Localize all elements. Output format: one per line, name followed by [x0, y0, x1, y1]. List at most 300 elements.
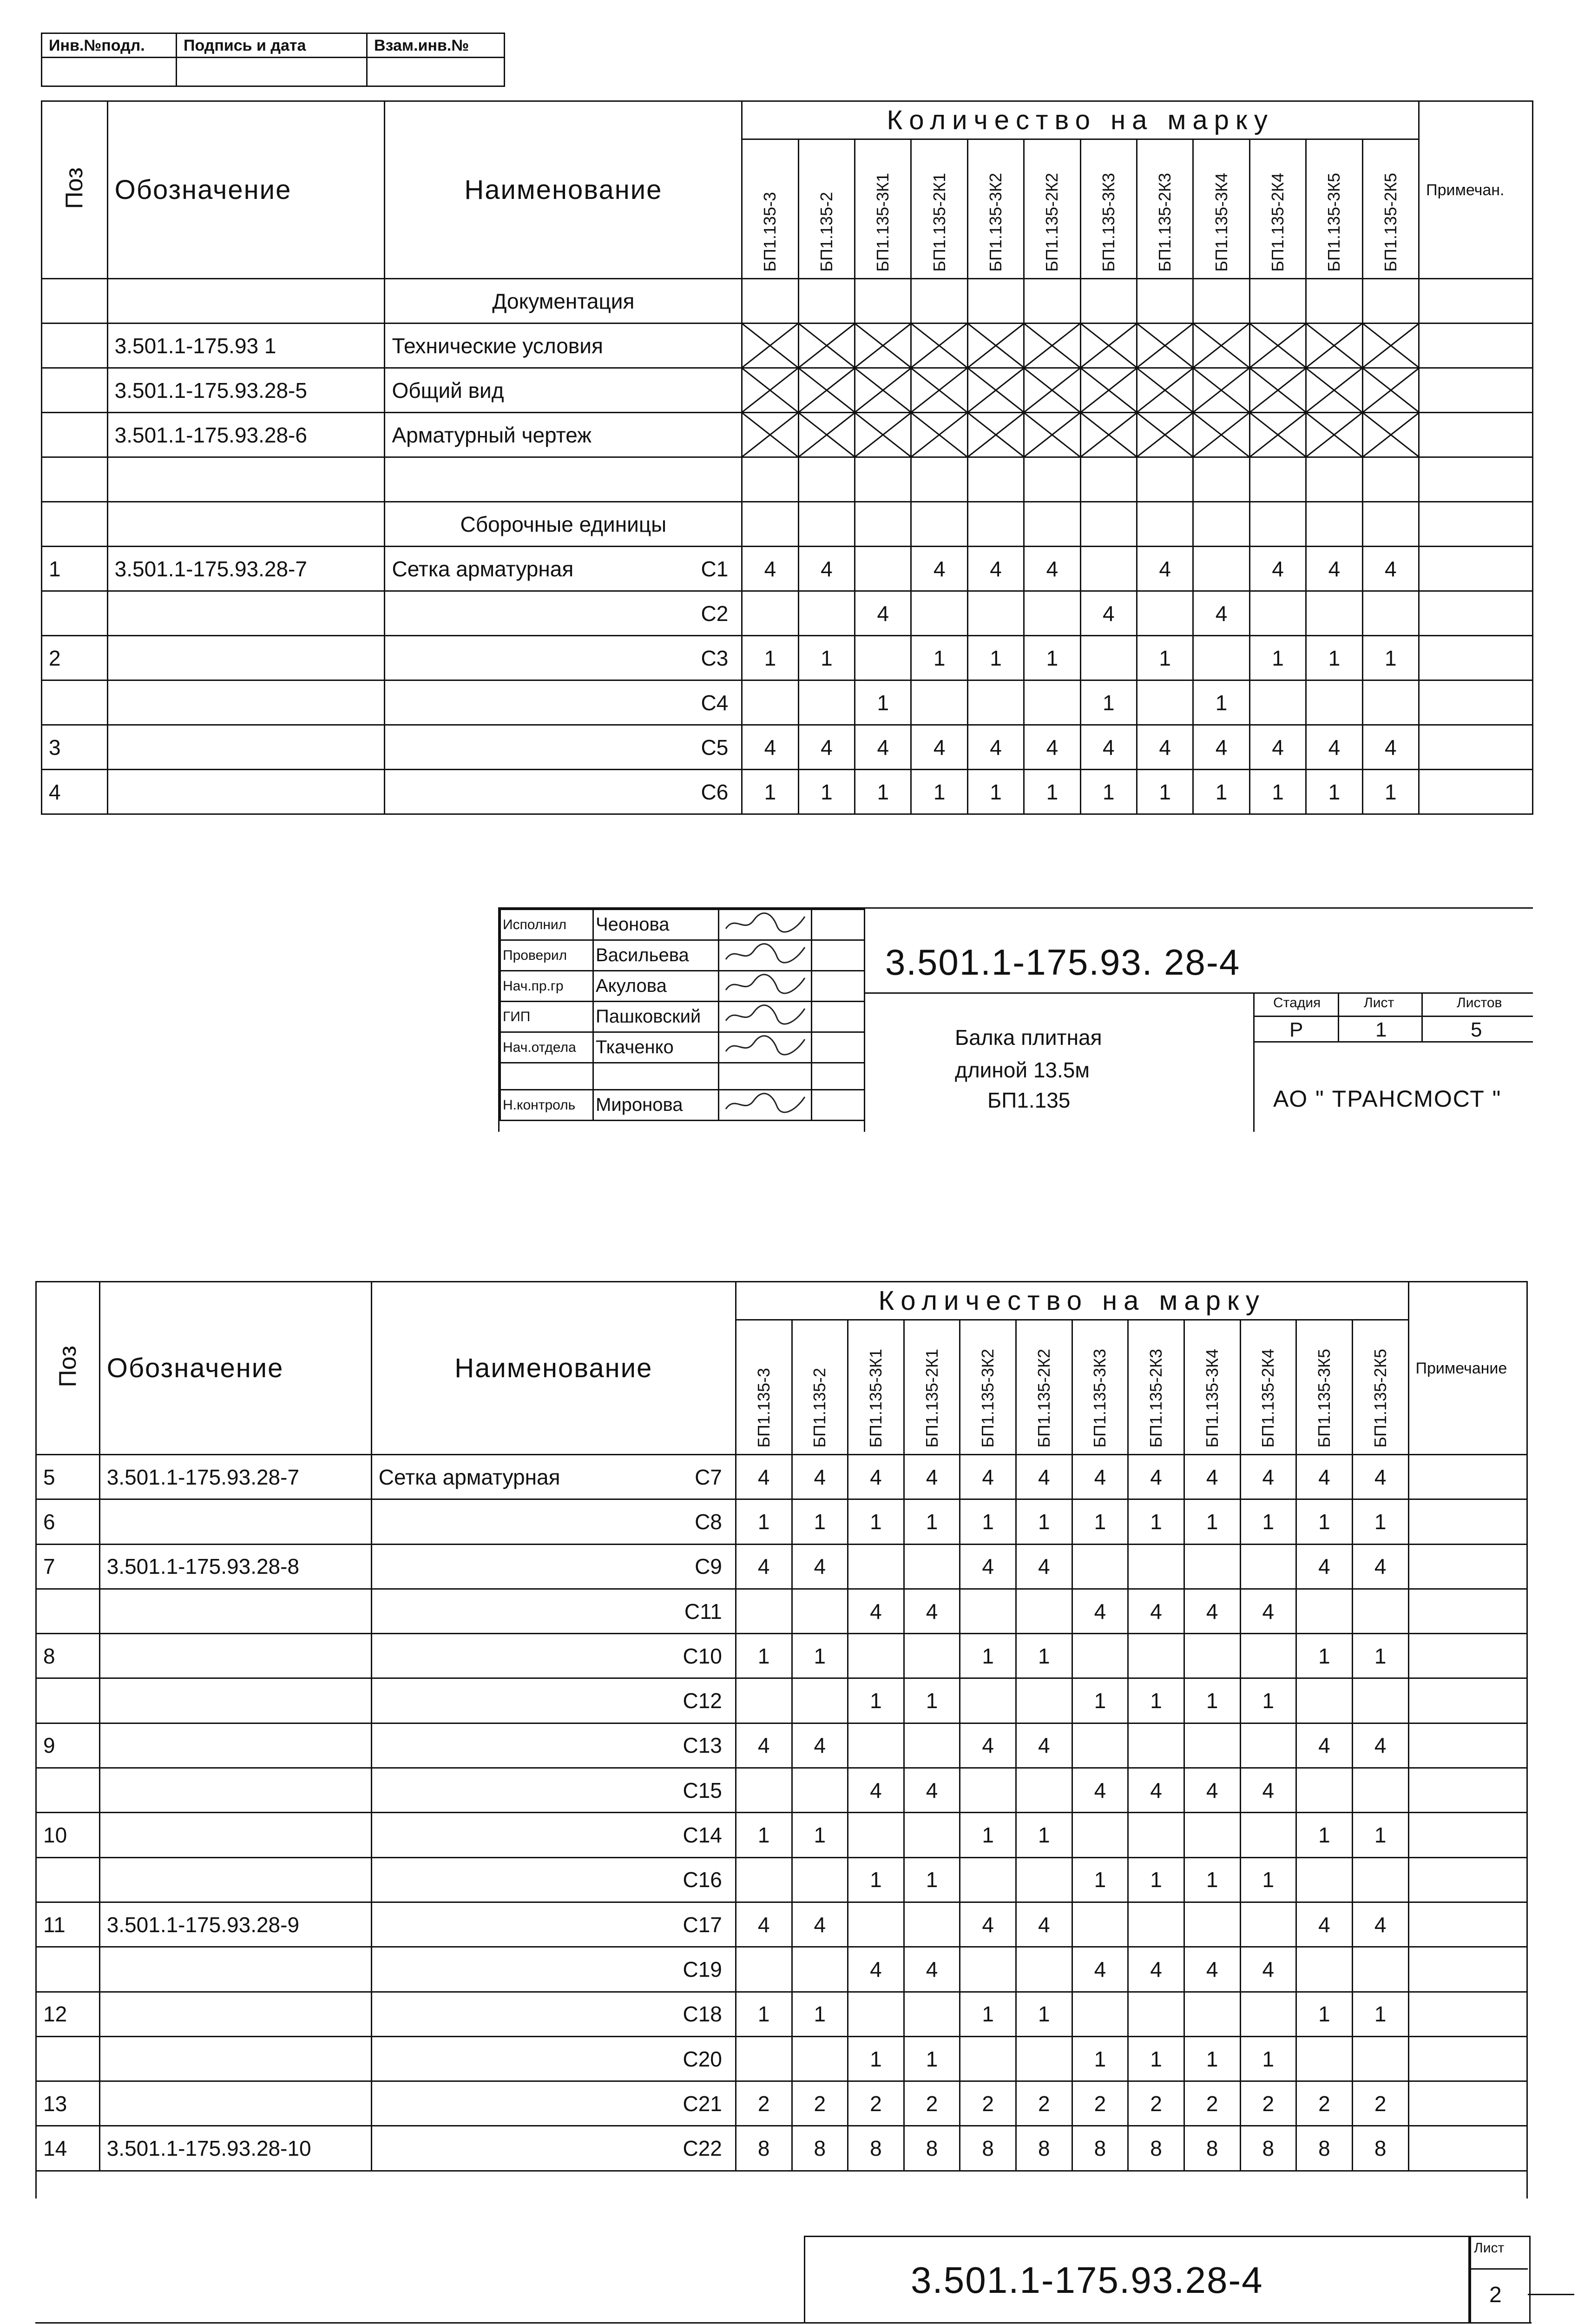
signature-cell — [719, 910, 812, 940]
row-quantity: 4 — [1016, 1544, 1072, 1589]
blank-cell — [42, 457, 108, 502]
row-quantity: 1 — [1128, 2036, 1184, 2081]
mark-header: БП1.135-3К4 — [1211, 173, 1231, 272]
not-applicable-cross — [1137, 324, 1193, 368]
row-pos: 9 — [36, 1723, 100, 1768]
mark-header-cell — [792, 1320, 848, 1455]
mark-header: БП1.135-2К4 — [1268, 173, 1287, 272]
qty-cell — [1080, 279, 1137, 324]
signature-row — [500, 940, 865, 971]
mark-header-cell — [1352, 1320, 1408, 1455]
row-quantity: 4 — [1024, 547, 1080, 591]
row-code: С4 — [667, 680, 742, 725]
row-quantity: 8 — [960, 2126, 1016, 2171]
row-code: С21 — [661, 2081, 736, 2126]
row-designation — [99, 2081, 371, 2126]
doc-row — [42, 368, 1533, 413]
row-code: С19 — [661, 1947, 736, 1992]
row-quantity: 4 — [904, 1768, 960, 1813]
row-quantity: 8 — [1072, 2126, 1128, 2171]
mark-header: БП1.135-2 — [816, 192, 836, 272]
signer-name: Пашковский — [593, 1002, 719, 1032]
qty-cell — [967, 502, 1024, 547]
date-cell — [812, 1090, 865, 1121]
row-quantity — [1184, 1992, 1240, 2036]
row-quantity: 4 — [1352, 1544, 1408, 1589]
row-quantity: 4 — [792, 1902, 848, 1947]
qty-cell — [1306, 502, 1362, 547]
row-designation — [107, 636, 385, 680]
row-quantity: 1 — [1352, 1813, 1408, 1857]
not-applicable-cross — [1249, 413, 1306, 457]
not-applicable-cross — [742, 413, 798, 457]
qty-cell — [798, 279, 855, 324]
row-designation — [99, 1992, 371, 2036]
stage-label: Стадия — [1273, 995, 1321, 1010]
row-code: С7 — [661, 1455, 736, 1499]
note-cell — [1408, 1544, 1527, 1589]
row-quantity — [1296, 1589, 1353, 1633]
row-quantity — [1024, 680, 1080, 725]
note-cell — [1419, 680, 1533, 725]
row-quantity — [1296, 1678, 1353, 1723]
row-designation — [99, 1678, 371, 1723]
qty-cell — [855, 502, 911, 547]
row-quantity — [1184, 1634, 1240, 1678]
row-quantity — [1016, 2036, 1072, 2081]
row-quantity — [1296, 1857, 1353, 1902]
sheet-label: Лист — [1364, 995, 1394, 1010]
row-quantity: 1 — [1024, 636, 1080, 680]
mark-header: БП1.135-3К5 — [1314, 1349, 1334, 1448]
row-quantity: 1 — [960, 1634, 1016, 1678]
row-quantity — [1352, 2036, 1408, 2081]
row-quantity: 8 — [1184, 2126, 1240, 2171]
row-quantity — [798, 680, 855, 725]
row-quantity: 4 — [1296, 1455, 1353, 1499]
signature-cell — [719, 1090, 812, 1121]
row-quantity: 1 — [904, 1857, 960, 1902]
mark-header-cell — [967, 139, 1024, 279]
row-quantity: 2 — [904, 2081, 960, 2126]
note-cell — [1419, 324, 1533, 368]
row-quantity — [1016, 1768, 1072, 1813]
qty-cell — [1080, 502, 1137, 547]
row-quantity — [1128, 1992, 1184, 2036]
row-quantity: 1 — [792, 1499, 848, 1544]
row-quantity: 1 — [1128, 1678, 1184, 1723]
mark-header-cell — [1362, 139, 1419, 279]
qty-cell — [1024, 279, 1080, 324]
row-quantity — [904, 1634, 960, 1678]
note-cell — [1408, 1455, 1527, 1499]
row-quantity: 1 — [911, 770, 967, 814]
note-cell — [1408, 1902, 1527, 1947]
row-quantity: 1 — [848, 2036, 904, 2081]
row-quantity — [792, 1768, 848, 1813]
not-applicable-cross — [967, 413, 1024, 457]
row-name — [371, 1634, 661, 1678]
row-quantity — [1072, 1813, 1128, 1857]
row-designation: 3.501.1-175.93.28-10 — [99, 2126, 371, 2171]
qty-cell — [1137, 502, 1193, 547]
designation-cell — [107, 502, 385, 547]
signer-role: Нач.пр.гр — [500, 971, 593, 1002]
mark-header: БП1.135-2К3 — [1146, 1349, 1166, 1448]
qty-cell — [1362, 279, 1419, 324]
row-pos — [42, 591, 108, 636]
sheets-value: 5 — [1471, 1018, 1482, 1041]
not-applicable-cross — [1249, 324, 1306, 368]
signature-cell — [719, 1002, 812, 1032]
mark-header: БП1.135-3К4 — [1202, 1349, 1222, 1448]
row-code: С22 — [661, 2126, 736, 2171]
row-quantity: 4 — [742, 725, 798, 770]
row-designation: 3.501.1-175.93.28-8 — [99, 1544, 371, 1589]
row-quantity — [1296, 1947, 1353, 1992]
table-row — [36, 2036, 1527, 2081]
signer-role: ГИП — [500, 1002, 593, 1032]
blank-cell — [1024, 457, 1080, 502]
row-quantity — [1184, 1723, 1240, 1768]
row-quantity: 1 — [1352, 1634, 1408, 1678]
signer-name: Чеонова — [593, 910, 719, 940]
signature-cell — [719, 1032, 812, 1063]
row-quantity: 1 — [1024, 770, 1080, 814]
row-quantity: 4 — [1362, 725, 1419, 770]
row-name — [371, 1902, 661, 1947]
row-quantity: 4 — [1193, 591, 1249, 636]
mark-header: БП1.135-3К5 — [1324, 173, 1344, 272]
row-quantity — [911, 591, 967, 636]
sheet2-spec-table — [35, 1281, 1528, 2199]
signer-role: Нач.отдела — [500, 1032, 593, 1063]
row-quantity: 4 — [1128, 1455, 1184, 1499]
row-quantity: 1 — [1306, 770, 1362, 814]
header-quantity-group: Количество на марку — [742, 101, 1419, 139]
qty-cell — [1306, 279, 1362, 324]
header-name: Наименование — [385, 101, 742, 279]
row-quantity: 1 — [1240, 1857, 1296, 1902]
note-cell — [1419, 279, 1533, 324]
row-quantity: 1 — [742, 636, 798, 680]
mark-header-cell — [1306, 139, 1362, 279]
signature-cell — [719, 1063, 812, 1090]
table-row — [36, 1947, 1527, 1992]
row-code: С1 — [667, 547, 742, 591]
qty-cell — [1024, 502, 1080, 547]
row-quantity: 2 — [1128, 2081, 1184, 2126]
row-code: С5 — [667, 725, 742, 770]
row-quantity — [736, 1947, 792, 1992]
row-quantity — [792, 1589, 848, 1633]
row-quantity — [960, 1589, 1016, 1633]
not-applicable-cross — [1137, 368, 1193, 413]
row-quantity: 1 — [1240, 2036, 1296, 2081]
row-quantity — [904, 1992, 960, 2036]
row-pos: 12 — [36, 1992, 100, 2036]
row-name — [385, 770, 667, 814]
row-quantity: 1 — [848, 1499, 904, 1544]
table-row — [36, 1813, 1527, 1857]
row-quantity: 1 — [736, 1813, 792, 1857]
blank-cell — [911, 457, 967, 502]
row-quantity: 4 — [1193, 725, 1249, 770]
row-quantity: 4 — [911, 725, 967, 770]
row-quantity: 4 — [848, 1455, 904, 1499]
header-note: Примечан. — [1419, 101, 1533, 279]
note-cell — [1408, 1678, 1527, 1723]
row-quantity: 2 — [1184, 2081, 1240, 2126]
header-note: Примечание — [1408, 1282, 1527, 1455]
signer-name — [593, 1063, 719, 1090]
row-quantity: 4 — [1352, 1455, 1408, 1499]
not-applicable-cross — [1362, 413, 1419, 457]
table-row — [42, 636, 1533, 680]
row-quantity — [1352, 1947, 1408, 1992]
row-quantity — [1137, 591, 1193, 636]
note-cell — [1408, 1813, 1527, 1857]
table-row — [42, 770, 1533, 814]
row-quantity: 4 — [736, 1544, 792, 1589]
mark-header-cell — [911, 139, 967, 279]
row-name — [371, 1499, 661, 1544]
pos-cell — [42, 279, 108, 324]
row-quantity: 1 — [855, 770, 911, 814]
qty-cell — [798, 502, 855, 547]
qty-cell — [855, 279, 911, 324]
row-quantity: 1 — [798, 770, 855, 814]
blank-cell — [967, 457, 1024, 502]
row-quantity — [1128, 1723, 1184, 1768]
row-pos: 8 — [36, 1634, 100, 1678]
row-quantity: 4 — [1184, 1947, 1240, 1992]
designation-cell — [107, 279, 385, 324]
mark-header-cell — [1024, 139, 1080, 279]
not-applicable-cross — [911, 413, 967, 457]
row-name — [371, 2036, 661, 2081]
row-quantity: 2 — [848, 2081, 904, 2126]
qty-cell — [1193, 502, 1249, 547]
table-row — [36, 1857, 1527, 1902]
row-quantity: 1 — [736, 1634, 792, 1678]
qty-cell — [1193, 279, 1249, 324]
row-pos — [36, 1768, 100, 1813]
row-quantity: 4 — [1296, 1544, 1353, 1589]
row-quantity: 1 — [960, 1992, 1016, 2036]
row-quantity — [1240, 1813, 1296, 1857]
row-quantity — [792, 1947, 848, 1992]
not-applicable-cross — [1193, 413, 1249, 457]
table-row — [36, 1768, 1527, 1813]
not-applicable-cross — [855, 368, 911, 413]
note-cell — [1408, 1589, 1527, 1633]
header-designation: Обозначение — [99, 1282, 371, 1455]
blank-cell — [1249, 457, 1306, 502]
row-pos — [36, 1589, 100, 1633]
row-quantity — [1024, 591, 1080, 636]
row-quantity: 4 — [1072, 1589, 1128, 1633]
row-quantity — [1072, 1544, 1128, 1589]
note-cell — [1419, 770, 1533, 814]
row-quantity — [1072, 1723, 1128, 1768]
row-name — [371, 1544, 661, 1589]
row-quantity: 4 — [1024, 725, 1080, 770]
row-quantity — [1240, 1723, 1296, 1768]
row-quantity: 4 — [736, 1902, 792, 1947]
row-quantity — [1016, 1947, 1072, 1992]
replaced-inv-label: Взам.инв.№ — [367, 33, 505, 58]
row-quantity — [911, 680, 967, 725]
note-cell — [1408, 1947, 1527, 1992]
row-quantity — [1362, 591, 1419, 636]
row-quantity — [798, 591, 855, 636]
row-quantity: 1 — [792, 1813, 848, 1857]
note-cell — [1419, 502, 1533, 547]
row-quantity: 4 — [1184, 1589, 1240, 1633]
doc-designation: 3.501.1-175.93.28-5 — [107, 368, 385, 413]
qty-cell — [742, 279, 798, 324]
row-quantity — [848, 1634, 904, 1678]
row-quantity: 4 — [1016, 1723, 1072, 1768]
blank-cell — [855, 457, 911, 502]
sheets-label: Листов — [1457, 995, 1502, 1010]
table-row — [42, 680, 1533, 725]
row-quantity — [848, 1723, 904, 1768]
row-code: С15 — [661, 1768, 736, 1813]
row-quantity: 1 — [1137, 636, 1193, 680]
not-applicable-cross — [742, 324, 798, 368]
row-quantity: 1 — [1016, 1634, 1072, 1678]
row-quantity — [1362, 680, 1419, 725]
row-quantity — [1296, 2036, 1353, 2081]
row-quantity — [1072, 1902, 1128, 1947]
header-pos: Поз — [61, 167, 88, 209]
row-quantity: 2 — [1016, 2081, 1072, 2126]
row-code: С2 — [667, 591, 742, 636]
doc-row — [42, 413, 1533, 457]
row-name — [371, 1723, 661, 1768]
mark-header-cell — [1184, 1320, 1240, 1455]
header-quantity-group: Количество на марку — [736, 1282, 1408, 1320]
row-quantity — [1352, 1678, 1408, 1723]
mark-header: БП1.135-3К2 — [978, 1349, 998, 1448]
note-cell — [1408, 1499, 1527, 1544]
row-quantity — [1193, 636, 1249, 680]
row-name — [385, 680, 667, 725]
mark-header: БП1.135-3К1 — [866, 1349, 885, 1448]
date-cell — [812, 940, 865, 971]
row-quantity — [1128, 1544, 1184, 1589]
row-quantity: 1 — [1080, 770, 1137, 814]
row-quantity: 1 — [904, 1499, 960, 1544]
row-quantity: 1 — [1184, 1499, 1240, 1544]
row-name — [371, 1813, 661, 1857]
row-quantity: 4 — [967, 547, 1024, 591]
date-cell — [812, 1032, 865, 1063]
row-quantity: 1 — [1296, 1813, 1353, 1857]
mark-header: БП1.135-3 — [754, 1368, 773, 1448]
row-quantity: 4 — [1240, 1455, 1296, 1499]
row-quantity: 4 — [848, 1947, 904, 1992]
row-quantity: 4 — [1016, 1455, 1072, 1499]
mark-header: БП1.135-3К3 — [1098, 173, 1118, 272]
not-applicable-cross — [1249, 368, 1306, 413]
row-quantity: 1 — [960, 1813, 1016, 1857]
row-quantity — [904, 1902, 960, 1947]
doc-name: Общий вид — [385, 368, 742, 413]
mark-header-cell — [1016, 1320, 1072, 1455]
row-quantity: 4 — [1184, 1768, 1240, 1813]
row-quantity: 1 — [792, 1992, 848, 2036]
row-quantity: 1 — [1306, 636, 1362, 680]
row-quantity: 4 — [960, 1723, 1016, 1768]
mark-header-cell — [1137, 139, 1193, 279]
not-applicable-cross — [1362, 368, 1419, 413]
section-assembly-units: Сборочные единицы — [385, 502, 742, 547]
header-designation: Обозначение — [107, 101, 385, 279]
row-quantity — [1306, 591, 1362, 636]
row-quantity: 4 — [1362, 547, 1419, 591]
row-quantity: 1 — [1362, 770, 1419, 814]
row-quantity — [960, 1947, 1016, 1992]
row-designation — [99, 1813, 371, 1857]
title-line3: БП1.135 — [987, 1088, 1071, 1112]
not-applicable-cross — [1024, 413, 1080, 457]
signer-role: Исполнил — [500, 910, 593, 940]
qty-cell — [1362, 502, 1419, 547]
row-quantity: 4 — [1240, 1768, 1296, 1813]
row-code: С12 — [661, 1678, 736, 1723]
row-quantity: 8 — [904, 2126, 960, 2171]
row-quantity: 4 — [736, 1723, 792, 1768]
mark-header: БП1.135-2К2 — [1034, 1349, 1053, 1448]
table-row — [36, 1992, 1527, 2036]
blank-cell — [1306, 457, 1362, 502]
not-applicable-cross — [855, 413, 911, 457]
not-applicable-cross — [1362, 324, 1419, 368]
blank-cell — [1080, 457, 1137, 502]
row-name — [385, 725, 667, 770]
row-code: С13 — [661, 1723, 736, 1768]
qty-cell — [911, 279, 967, 324]
row-quantity: 1 — [1016, 1992, 1072, 2036]
row-quantity — [1352, 1857, 1408, 1902]
table-row — [36, 1678, 1527, 1723]
doc-designation: 3.501.1-175.93 1 — [107, 324, 385, 368]
row-quantity — [1128, 1813, 1184, 1857]
row-name — [371, 2081, 661, 2126]
blank-cell — [107, 457, 385, 502]
mark-header: БП1.135-3 — [760, 192, 780, 272]
inv-no-label: Инв.№подл. — [42, 33, 177, 58]
row-designation — [99, 1723, 371, 1768]
mark-header-cell — [1128, 1320, 1184, 1455]
row-code: С14 — [661, 1813, 736, 1857]
note-cell — [1419, 413, 1533, 457]
row-quantity: 4 — [1249, 725, 1306, 770]
sheet1-title-block — [498, 907, 1533, 1132]
row-quantity — [792, 1678, 848, 1723]
row-quantity: 1 — [736, 1992, 792, 2036]
signature-date-label: Подпись и дата — [177, 33, 367, 58]
row-designation: 3.501.1-175.93.28-9 — [99, 1902, 371, 1947]
row-quantity: 1 — [792, 1634, 848, 1678]
row-quantity: 4 — [1184, 1455, 1240, 1499]
mark-header-cell — [1249, 139, 1306, 279]
row-quantity: 4 — [960, 1902, 1016, 1947]
row-quantity: 4 — [1072, 1768, 1128, 1813]
